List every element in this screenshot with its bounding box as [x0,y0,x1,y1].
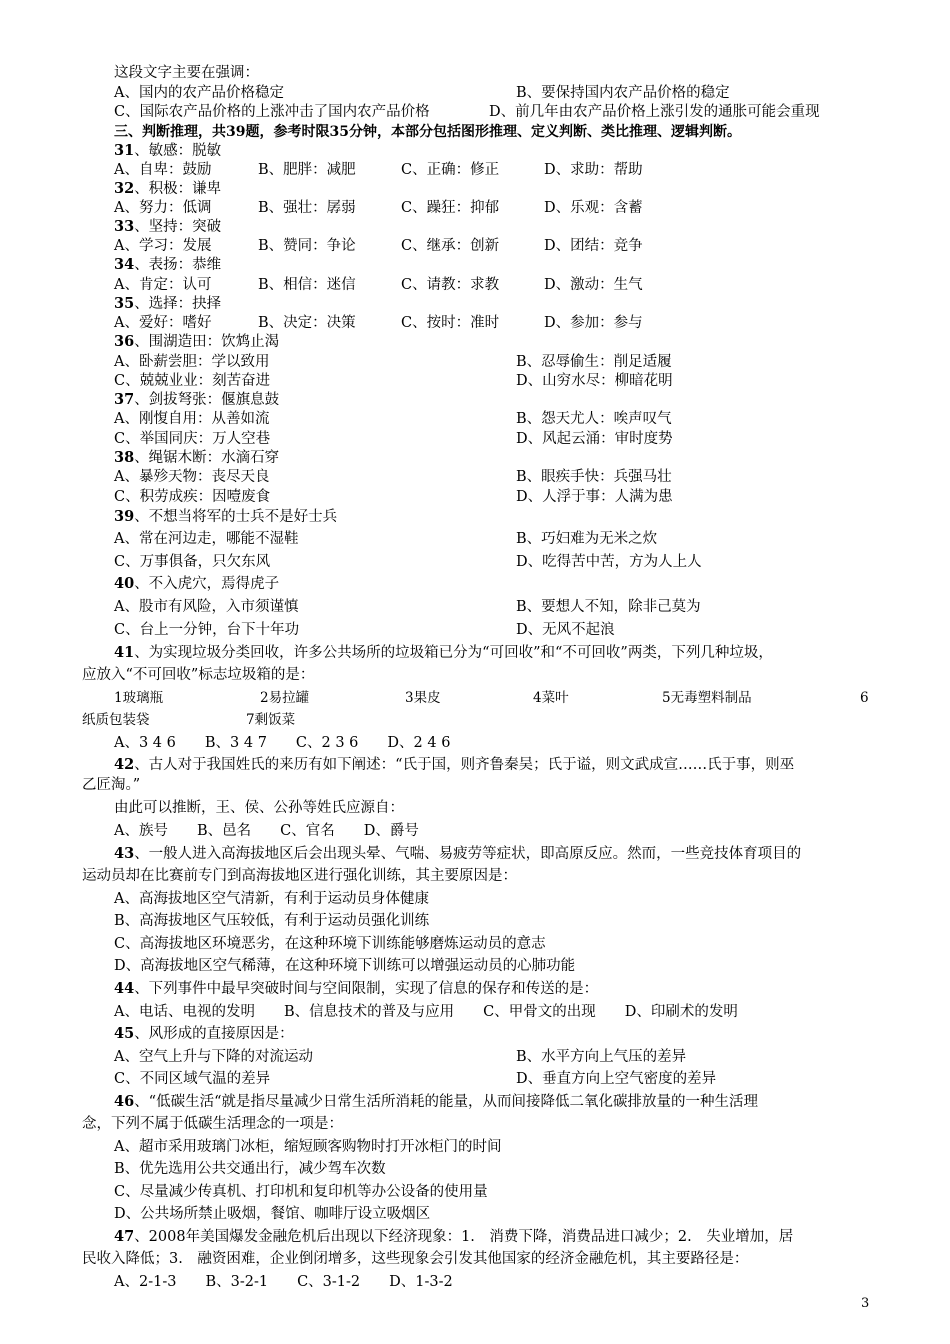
question-stem-continued: 应放入“不可回收”标志垃圾箱的是： [82,667,315,683]
option-d: D、吃得苦中苦，方为人上人 [516,554,702,570]
question-stem-continued: 念，下列不属于低碳生活理念的一项是： [82,1116,343,1132]
option-b: B、肥胖：减肥 [258,162,356,178]
question-stem: 、一般人进入高海拔地区后会出现头晕、气喘、易疲劳等症状，即高原反应。然而，一些竞技体育项目的 [134,846,802,862]
option-b: B、决定：决策 [258,315,356,331]
option-a: A、努力：低调 [114,200,212,216]
question-stem: 、表扬：恭维 [134,257,222,273]
question-47 [114,1227,793,1247]
question-stem: 、积极：谦卑 [134,181,222,197]
option-d: D、求助：帮助 [544,162,643,178]
option-a: A、高海拔地区空气清新，有利于运动员身体健康 [114,891,429,907]
question-stem: 、绳锯木断：水滴石穿 [134,450,280,466]
option-d: D、激动：生气 [544,277,643,293]
question-37 [114,390,279,410]
option-a: A、学习：发展 [114,238,212,254]
section-heading: 三、判断推理，共39题，参考时限35分钟，本部分包括图形推理、定义判断、类比推理、逻辑判断。 [114,124,741,140]
item-4: 4菜叶 [533,690,569,706]
option-a: A、卧薪尝胆：学以致用 [114,354,270,370]
option-b: B、要保持国内农产品价格的稳定 [516,85,730,101]
question-stem: 、下列事件中最早突破时间与空间限制，实现了信息的保存和传送的是： [134,981,599,997]
option-d: D、乐观：含蓄 [544,200,643,216]
option-c: C、国际农产品价格的上涨冲击了国内农产品价格 [114,104,430,120]
question-stem: 、坚持：突破 [134,219,222,235]
option-b: B、高海拔地区气压较低，有利于运动员强化训练 [114,913,430,929]
option-c: C、万事俱备，只欠东风 [114,554,271,570]
answer-options: A、族号 B、邑名 C、官名 D、爵号 [114,823,419,839]
question-number: 42 [114,756,135,773]
question-40 [114,574,279,594]
question-number: 41 [114,644,135,661]
option-a: A、常在河边走，哪能不湿鞋 [114,531,299,547]
question-stem: 、风形成的直接原因是： [134,1026,294,1042]
answer-options: A、3 4 6 B、3 4 7 C、2 3 6 D、2 4 6 [114,735,451,751]
option-c: C、积劳成疾：因噎废食 [114,489,271,505]
answer-options: A、2-1-3 B、3-2-1 C、3-1-2 D、1-3-2 [114,1274,453,1290]
option-b: B、水平方向上气压的差异 [516,1049,687,1065]
item-3: 3果皮 [405,690,441,706]
option-c: C、不同区域气温的差异 [114,1071,271,1087]
question-stem: 、“低碳生活“就是指尽量减少日常生活所消耗的能量，从而间接降低二氧化碳排放量的一种生活理 [134,1094,759,1110]
option-c: C、高海拔地区环境恶劣，在这种环境下训练能够磨炼运动员的意志 [114,936,546,952]
question-number: 34 [114,256,135,273]
option-d: D、人浮于事：人满为患 [516,489,673,505]
question-stem-continued: 由此可以推断，王、侯、公孙等姓氏应源自： [114,800,404,816]
question-number: 37 [114,391,135,408]
question-number: 32 [114,180,135,197]
question-stem: 、为实现垃圾分类回收，许多公共场所的垃圾箱已分为“可回收”和“不可回收”两类，下列几种垃圾， [134,645,773,661]
item-6: 6 [860,690,869,706]
option-a: A、爱好：嗜好 [114,315,212,331]
question-35 [114,294,221,314]
question-45 [114,1024,294,1044]
question-31 [114,141,221,161]
question-stem: 、围湖造田：饮鸩止渴 [134,334,280,350]
question-44 [114,979,598,999]
question-stem: 、不想当将军的士兵不是好士兵 [134,509,338,525]
option-a: A、刚愎自用：从善如流 [114,411,270,427]
question-42 [114,755,794,775]
option-d: D、公共场所禁止吸烟，餐馆、咖啡厅设立吸烟区 [114,1206,431,1222]
option-b: B、赞同：争论 [258,238,356,254]
option-c: C、按时：准时 [401,315,500,331]
question-32 [114,179,221,199]
question-41 [114,643,773,663]
option-a: A、股市有风险，入市须谨慎 [114,599,299,615]
question-stem: 、选择：抉择 [134,296,222,312]
question-34 [114,255,221,275]
item-6-continued: 纸质包装袋 [82,712,150,728]
question-number: 38 [114,449,135,466]
option-c: C、躁狂：抑郁 [401,200,500,216]
item-5: 5无毒塑料制品 [662,690,752,706]
option-c: C、尽量减少传真机、打印机和复印机等办公设备的使用量 [114,1184,488,1200]
question-number: 46 [114,1093,135,1110]
option-a: A、国内的农产品价格稳定 [114,85,284,101]
question-number: 43 [114,845,135,862]
question-number: 40 [114,575,135,592]
option-d: D、参加：参与 [544,315,643,331]
option-a: A、暴殄天物：丧尽天良 [114,469,270,485]
item-2: 2易拉罐 [260,690,310,706]
question-stem: 、不入虎穴，焉得虎子 [134,576,280,592]
option-b: B、眼疾手快：兵强马壮 [516,469,672,485]
question-stem-continued: 乙匠淘。” [82,777,141,793]
option-d: D、垂直方向上空气密度的差异 [516,1071,717,1087]
option-d: D、前几年由农产品价格上涨引发的通胀可能会重现 [489,104,820,120]
option-a: A、空气上升与下降的对流运动 [114,1049,313,1065]
question-number: 35 [114,295,135,312]
option-a: A、超市采用玻璃门冰柜，缩短顾客购物时打开冰柜门的时间 [114,1139,502,1155]
option-d: D、高海拔地区空气稀薄，在这种环境下训练可以增强运动员的心肺功能 [114,958,576,974]
option-b: B、强壮：孱弱 [258,200,356,216]
option-b: B、巧妇难为无米之炊 [516,531,658,547]
question-number: 36 [114,333,135,350]
option-d: D、山穷水尽：柳暗花明 [516,373,673,389]
question-stem: 、敏感：脱敏 [134,143,222,159]
option-b: B、优先选用公共交通出行，减少驾车次数 [114,1161,386,1177]
option-b: B、相信：迷信 [258,277,356,293]
option-a: A、肯定：认可 [114,277,212,293]
question-38 [114,448,279,468]
question-36 [114,332,279,352]
option-b: B、怨天尤人：唉声叹气 [516,411,672,427]
question-46 [114,1092,758,1112]
question-stem: 、2008年美国爆发金融危机后出现以下经济现象：1. 消费下降，消费品进口减少；2. 失业增加，居 [134,1229,794,1245]
question-number: 44 [114,980,135,997]
item-1: 1玻璃瓶 [114,690,164,706]
question-number: 39 [114,508,135,525]
question-number: 45 [114,1025,135,1042]
option-b: B、要想人不知，除非己莫为 [516,599,701,615]
answer-options: A、电话、电视的发明 B、信息技术的普及与应用 C、甲骨文的出现 D、印刷术的发明 [114,1004,738,1020]
option-c: C、正确：修正 [401,162,500,178]
item-7: 7剩饭菜 [246,712,296,728]
question-stem-continued: 民收入降低；3. 融资困难，企业倒闭增多，这些现象会引发其他国家的经济金融危机，其主要路径是： [82,1251,749,1267]
page-number: 3 [861,1296,870,1311]
question-number: 33 [114,218,135,235]
option-c: C、兢兢业业：刻苦奋进 [114,373,271,389]
option-d: D、无风不起浪 [516,622,615,638]
question-stem-continued: 运动员却在比赛前专门到高海拔地区进行强化训练，其主要原因是： [82,868,517,884]
option-d: D、风起云涌：审时度势 [516,431,673,447]
option-b: B、忍辱偷生：削足适履 [516,354,672,370]
question-number: 31 [114,142,135,159]
option-c: C、台上一分钟，台下十年功 [114,622,300,638]
question-intro: 这段文字主要在强调： [114,65,259,81]
question-33 [114,217,221,237]
option-c: C、举国同庆：万人空巷 [114,431,271,447]
question-number: 47 [114,1228,135,1245]
question-39 [114,507,337,527]
question-43 [114,844,801,864]
option-c: C、请教：求教 [401,277,500,293]
question-stem: 、剑拔弩张：偃旗息鼓 [134,392,280,408]
option-d: D、团结：竞争 [544,238,643,254]
option-c: C、继承：创新 [401,238,500,254]
option-a: A、自卑：鼓励 [114,162,212,178]
question-stem: 、古人对于我国姓氏的来历有如下阐述：“氏于国，则齐鲁秦吴；氏于谥，则文武成宣……氏于事，则巫 [134,757,795,773]
